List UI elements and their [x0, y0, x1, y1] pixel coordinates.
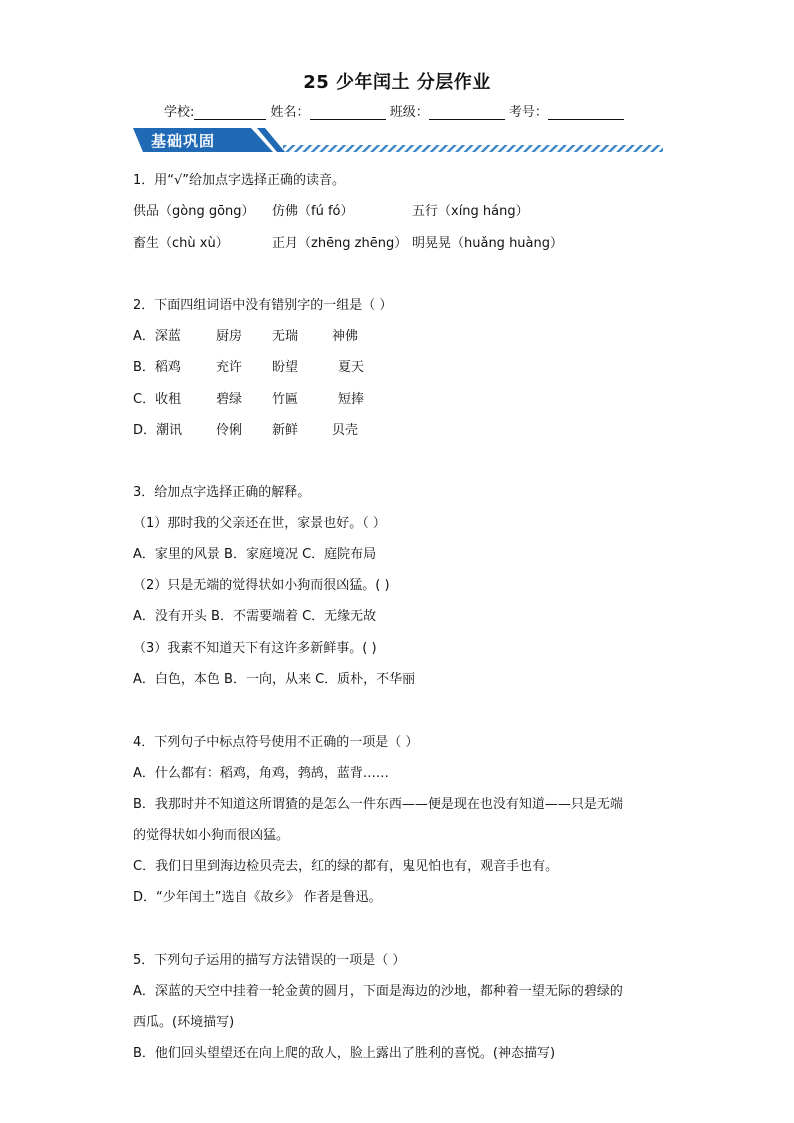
q2-d-word-2: 伶俐 — [216, 423, 243, 438]
name-blank — [310, 104, 386, 120]
school-blank — [194, 104, 266, 120]
q2-d-word-3: 新鲜 — [272, 423, 299, 438]
name-label: 姓名： — [270, 105, 310, 120]
q5-stem: 5．下列句子运用的描写方法错误的一项是（ ） — [133, 953, 406, 968]
q4-stem: 4．下列句子中标点符号使用不正确的一项是（ ） — [133, 735, 419, 750]
q2-a-word-3: 无瑞 — [272, 329, 299, 344]
q2-a-word-1: A．深蓝 — [133, 329, 181, 344]
section-title: 基础巩固 — [151, 132, 216, 150]
page-title: 25 少年闰土 分层作业 — [303, 72, 491, 93]
q3-sub1: （1）那时我的父亲还在世，家景也好。（ ） — [133, 516, 386, 531]
q2-d-word-1: D．潮讯 — [133, 423, 183, 438]
q4-option-b-line2: 的觉得状如小狗而很凶猛。 — [133, 828, 290, 843]
q3-sub1-options: A．家里的风景 B．家庭境况 C．庭院布局 — [133, 547, 377, 562]
q5-option-b: B．他们回头望望还在向上爬的敌人，脸上露出了胜利的喜悦。(神态描写) — [133, 1046, 556, 1061]
q2-b-word-3: 盼望 — [272, 360, 299, 375]
q5-option-a-line2: 西瓜。(环境描写) — [133, 1015, 235, 1030]
q2-b-word-2: 充许 — [216, 360, 243, 375]
q1-item-6: 明晃晃（huǎng huàng） — [412, 236, 564, 251]
q2-stem: 2．下面四组词语中没有错别字的一组是（ ） — [133, 298, 393, 313]
q1-stem: 1．用“√”给加点字选择正确的读音。 — [133, 173, 346, 188]
q1-item-5: 正月（zhēng zhēng） — [272, 236, 408, 251]
q2-a-word-4: 神佛 — [332, 329, 359, 344]
q3-sub3-options: A．白色，本色 B．一向，从来 C．质朴，不华丽 — [133, 672, 416, 687]
q2-c-word-4: 短捧 — [338, 392, 365, 407]
q2-d-word-4: 贝壳 — [332, 423, 359, 438]
q2-c-word-3: 竹匾 — [272, 392, 299, 407]
q4-option-b-line1: B．我那时并不知道这所谓猹的是怎么一件东西——便是现在也没有知道——只是无端 — [133, 797, 623, 812]
q2-c-word-1: C．收租 — [133, 392, 182, 407]
exam-no-blank — [548, 104, 624, 120]
class-label: 班级： — [389, 105, 429, 120]
q1-item-1: 供品（gòng gōng） — [133, 204, 255, 219]
q3-sub2: （2）只是无端的觉得状如小狗而很凶猛。( ) — [133, 578, 390, 593]
q3-sub2-options: A．没有开头 B．不需要端着 C．无缘无故 — [133, 609, 377, 624]
school-label: 学校: — [164, 105, 195, 120]
q3-sub3: （3）我素不知道天下有这许多新鲜事。( ) — [133, 641, 377, 656]
class-blank — [429, 104, 505, 120]
q2-c-word-2: 碧绿 — [216, 392, 243, 407]
exam-no-label: 考号： — [508, 105, 548, 120]
q1-item-3: 五行（xíng háng） — [412, 204, 529, 219]
q1-item-4: 畜生（chù xù） — [133, 236, 229, 251]
q4-option-a: A．什么都有：稻鸡，角鸡，鹁鸪，蓝背…… — [133, 766, 389, 781]
q3-stem: 3．给加点字选择正确的解释。 — [133, 485, 311, 500]
q1-item-2: 仿佛（fú fó） — [272, 204, 354, 219]
q2-b-word-1: B．稻鸡 — [133, 360, 181, 375]
q5-option-a-line1: A．深蓝的天空中挂着一轮金黄的圆月，下面是海边的沙地，都种着一望无际的碧绿的 — [133, 984, 623, 999]
q4-option-c: C．我们日里到海边检贝壳去，红的绿的都有，鬼见怕也有，观音手也有。 — [133, 859, 559, 874]
q4-option-d: D．“少年闰土”选自《故乡》 作者是鲁迅。 — [133, 890, 382, 905]
q2-a-word-2: 厨房 — [216, 329, 243, 344]
section-banner — [133, 126, 663, 156]
student-info-row — [164, 101, 624, 120]
q2-b-word-4: 夏天 — [338, 360, 365, 375]
